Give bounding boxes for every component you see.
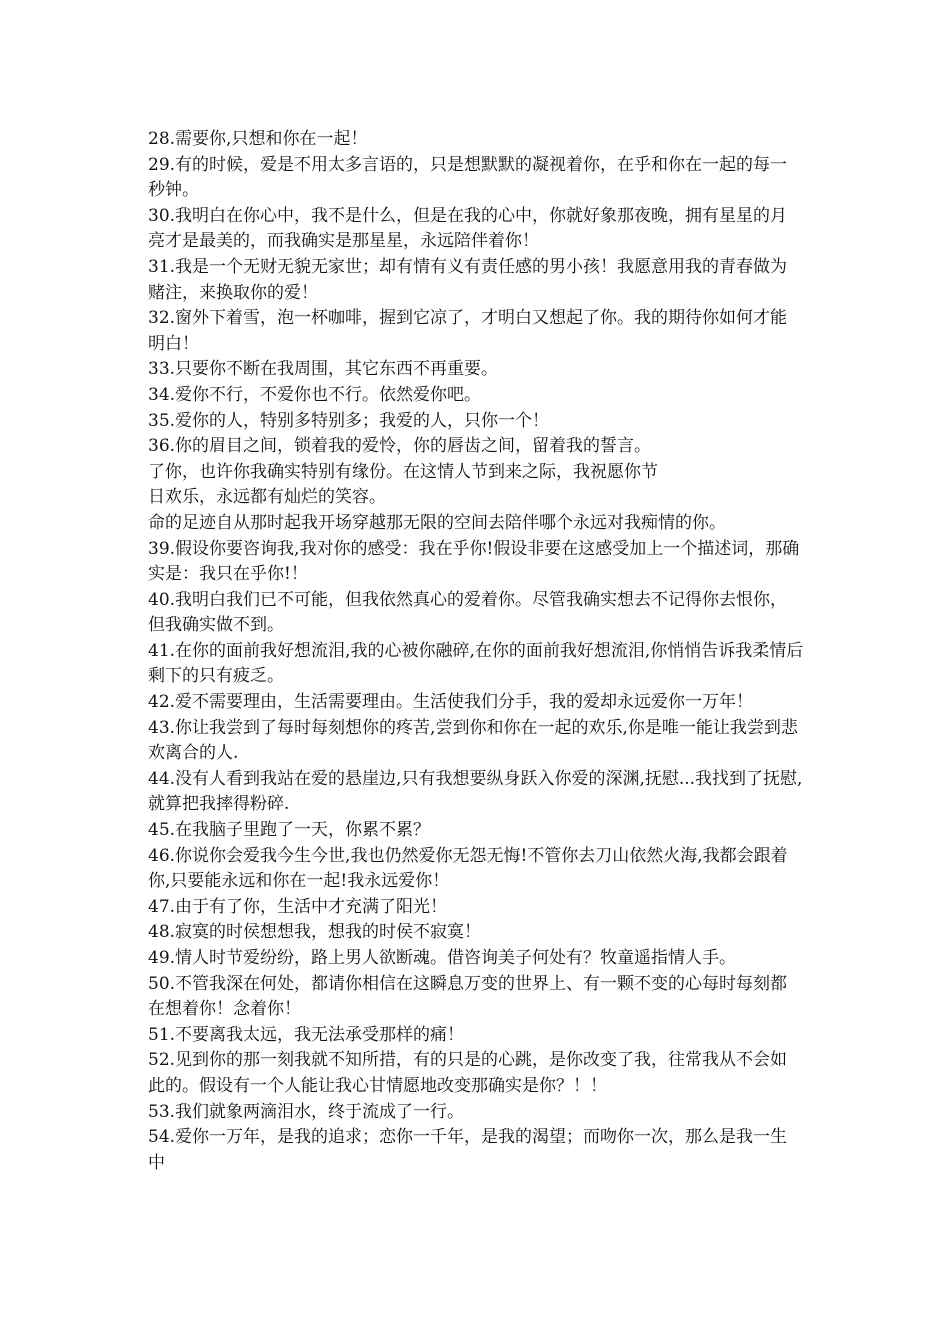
paragraph: 39.假设你要咨询我,我对你的感受：我在乎你!假设非要在这感受加上一个描述词，那确实是：我只在乎你!！: [148, 538, 800, 585]
paragraph: 32.窗外下着雪，泡一杯咖啡，握到它凉了，才明白又想起了你。我的期待你如何才能明白！: [148, 308, 788, 354]
paragraph: 51.不要离我太远，我无法承受那样的痛！: [148, 1024, 465, 1045]
paragraph: 28.需要你,只想和你在一起！: [148, 129, 368, 149]
paragraph: 35.爱你的人，特别多特别多；我爱的人，只你一个！: [148, 410, 550, 431]
paragraph: 47.由于有了你，生活中才充满了阳光！: [148, 896, 448, 917]
paragraph: 命的足迹自从那时起我开场穿越那无限的空间去陪伴哪个永远对我痴情的你。: [148, 512, 726, 533]
document-body: [148, 127, 804, 1176]
paragraph: 42.爱不需要理由，生活需要理由。生活使我们分手，我的爱却永远爱你一万年！: [148, 692, 754, 713]
paragraph: 30.我明白在你心中，我不是什么，但是在我的心中，你就好象那夜晚，拥有星星的月亮才是最美的，而我确实是那星星，永远陪伴着你！: [148, 205, 788, 252]
paragraph: 46.你说你会爱我今生今世,我也仍然爱你无怨无悔!不管你去刀山依然火海,我都会跟着你,只要能永远和你在一起!我永远爱你！: [148, 845, 788, 892]
paragraph: 40.我明白我们已不可能，但我依然真心的爱着你。尽管我确实想去不记得你去恨你，但我确实做不到。: [148, 589, 788, 636]
paragraph: 36.你的眉目之间，锁着我的爱怜，你的唇齿之间，留着我的誓言。: [148, 436, 652, 457]
paragraph: 54.爱你一万年，是我的追求；恋你一千年，是我的渴望；而吻你一次，那么是我一生中: [148, 1127, 788, 1173]
paragraph: 31.我是一个无财无貌无家世；却有情有义有责任感的男小孩！我愿意用我的青春做为赌注，来换取你的爱！: [148, 256, 788, 303]
paragraph: 48.寂寞的时侯想想我，想我的时侯不寂寞！: [148, 922, 482, 943]
paragraph: 34.爱你不行，不爱你也不行。依然爱你吧。: [148, 384, 482, 405]
paragraph: 53.我们就象两滴泪水，终于流成了一行。: [148, 1101, 465, 1122]
paragraph: 了你，也许你我确实特别有缘份。在这情人节到来之际，我祝愿你节: [148, 461, 658, 482]
paragraph: 43.你让我尝到了每时每刻想你的疼苦,尝到你和你在一起的欢乐,你是唯一能让我尝到悲欢离合的人.: [148, 717, 798, 764]
paragraph: 33.只要你不断在我周围，其它东西不再重要。: [148, 359, 499, 380]
paragraph: 49.情人时节爱纷纷，路上男人欲断魂。借咨询美子何处有？牧童遥指情人手。: [148, 948, 737, 968]
paragraph: 41.在你的面前我好想流泪,我的心被你融碎,在你的面前我好想流泪,你悄悄告诉我柔情后剩下的只有疲乏。: [148, 640, 804, 687]
paragraph: 日欢乐，永远都有灿烂的笑容。: [148, 487, 386, 508]
paragraph: 45.在我脑子里跑了一天，你累不累？: [148, 820, 431, 841]
paragraph: 50.不管我深在何处，都请你相信在这瞬息万变的世界上、有一颗不变的心每时每刻都在想着你！念着你！: [148, 973, 788, 1020]
paragraph: 29.有的时候，爱是不用太多言语的，只是想默默的凝视着你，在乎和你在一起的每一秒钟。: [148, 154, 788, 201]
paragraph: 52.见到你的那一刻我就不知所措，有的只是的心跳，是你改变了我，往常我从不会如此的。假设有一个人能让我心甘情愿地改变那确实是你？！！: [148, 1050, 788, 1096]
paragraph: 44.没有人看到我站在爱的悬崖边,只有我想要纵身跃入你爱的深渊,抚慰...我找到了抚慰,就算把我摔得粉碎.: [148, 768, 803, 815]
